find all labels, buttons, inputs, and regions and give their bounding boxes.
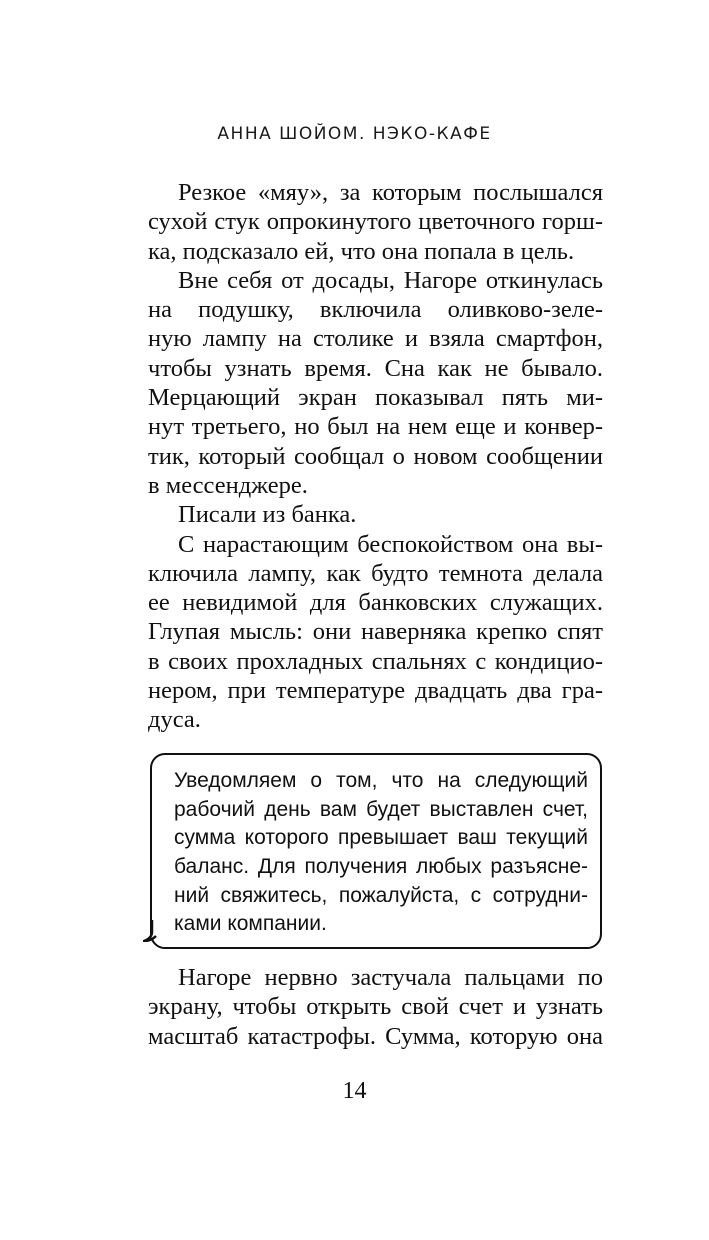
- text-line: в мессенджере.: [148, 471, 308, 499]
- text-line: дуса.: [148, 706, 201, 734]
- text-line: С нарастающим беспокойством она вы-: [178, 530, 603, 558]
- text-line: Глупая мысль: они наверняка крепко спят: [148, 618, 603, 646]
- text-line: нером, при температуре двадцать два гра-: [148, 677, 603, 705]
- text-line: Мерцающий экран показывал пять ми-: [148, 384, 603, 412]
- text-line: Писали из банка.: [178, 501, 357, 529]
- text-line: ее невидимой для банковских служащих.: [148, 589, 603, 617]
- message-line: рабочий день вам будет выставлен счет,: [174, 797, 588, 821]
- body-text-before-message: [148, 178, 603, 735]
- text-line: ключила лампу, как будто темнота делала: [148, 559, 603, 587]
- text-line: Нагоре нервно застучала пальцами по: [178, 964, 603, 991]
- message-line: ний свяжитесь, пожалуйста, с сотрудни-: [174, 883, 588, 907]
- bubble-tail-icon: [143, 920, 157, 942]
- text-line: сухой стук опрокинутого цветочного горш-: [148, 208, 603, 236]
- text-line: Вне себя от досады, Нагоре откинулась: [178, 266, 603, 294]
- text-line: ка, подсказало ей, что она попала в цель.: [148, 237, 575, 265]
- message-text: [174, 767, 588, 939]
- message-line: баланс. Для получения любых разъясне-: [174, 855, 588, 879]
- message-line: сумма которого превышает ваш текущий: [174, 826, 588, 850]
- page-number: 14: [342, 1078, 367, 1104]
- text-line: ную лампу на столике и взяла смартфон,: [148, 325, 603, 353]
- text-line: нут третьего, но был на нем еще и конвер-: [148, 413, 603, 441]
- text-line: тик, который сообщал о новом сообщении: [148, 442, 603, 470]
- text-line: экрану, чтобы открыть свой счет и узнать: [148, 993, 603, 1021]
- body-text-after-message: [148, 963, 603, 1051]
- message-bubble: [150, 753, 602, 949]
- text-line: чтобы узнать время. Сна как не бывало.: [148, 354, 603, 382]
- text-line: в своих прохладных спальнях с кондицио-: [148, 647, 603, 675]
- message-line: ками компании.: [174, 912, 327, 936]
- text-line: на подушку, включила оливково-зеле-: [148, 296, 603, 324]
- message-line: Уведомляем о том, что на следующий: [174, 769, 588, 792]
- running-header: АННА ШОЙОМ. НЭКО-КАФЕ: [217, 124, 492, 144]
- text-line: Резкое «мяу», за которым послышался: [178, 179, 603, 206]
- text-line: масштаб катастрофы. Сумма, которую она: [148, 1022, 603, 1050]
